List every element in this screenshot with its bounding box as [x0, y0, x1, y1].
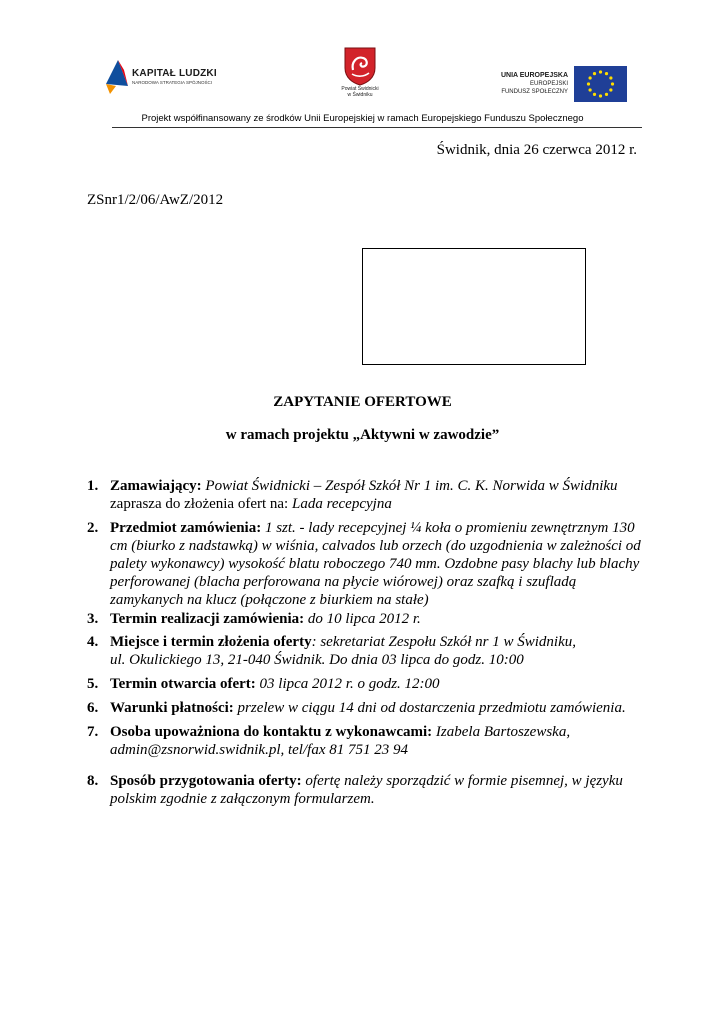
item-label: Osoba upoważniona do kontaktu z wykonawcami:: [110, 724, 433, 740]
list-item-3: [87, 610, 647, 628]
crest-caption-line1: Powiat Świdnicki: [341, 86, 379, 92]
item-label: Warunki płatności:: [110, 700, 234, 716]
place-and-date: Świdnik, dnia 26 czerwca 2012 r.: [436, 142, 637, 158]
eu-star-icon: [599, 70, 602, 73]
document-subtitle: w ramach projektu „Aktywni w zawodzie”: [225, 427, 500, 443]
header-caption: Projekt współfinansowany ze środków Unii Europejskiej w ramach Europejskiego Funduszu Społecznego: [141, 113, 584, 124]
item-number: 6.: [87, 700, 99, 716]
list-item-6: [87, 699, 647, 717]
list-item-8: [87, 772, 647, 808]
item-value: 03 lipca 2012 r. o godz. 12:00: [259, 676, 440, 692]
eu-label-line1: UNIA EUROPEJSKA: [500, 72, 568, 79]
eu-star-icon: [611, 82, 614, 85]
item-number: 7.: [87, 724, 99, 740]
eu-flag-icon: [574, 66, 627, 102]
item-value: przelew w ciągu 14 dni od dostarczenia przedmiotu zamówienia.: [237, 700, 626, 716]
item-value: : sekretariat Zespołu Szkół nr 1 w Świdniku,: [311, 634, 577, 650]
list-item-5: [87, 675, 647, 693]
eu-label-line3: FUNDUSZ SPOŁECZNY: [501, 89, 568, 95]
header-divider: [112, 127, 642, 128]
eu-star-icon: [589, 88, 592, 91]
item-value: do 10 lipca 2012 r.: [307, 611, 421, 627]
item-value: Powiat Świdnicki – Zespół Szkół Nr 1 im. C. K. Norwida w Świdniku: [205, 478, 618, 494]
kapital-ludzki-title: KAPITAŁ LUDZKI: [132, 68, 217, 79]
eu-star-icon: [593, 72, 596, 75]
item-line2: cm (biurko z nadstawką) w wiśnia, calvados lub orzech (do uzgodnienia w zależności od: [110, 538, 641, 554]
item-label: Sposób przygotowania oferty:: [110, 773, 302, 789]
list-item-7: [87, 723, 647, 759]
list-item-4: [87, 633, 647, 669]
item-label: Przedmiot zamówienia:: [110, 520, 262, 536]
item-line2: admin@zsnorwid.swidnik.pl, tel/fax 81 751 23 94: [110, 742, 408, 758]
powiat-crest-icon: [343, 46, 377, 86]
eu-star-icon: [599, 94, 602, 97]
crest-caption-line2: w Świdniku: [347, 92, 373, 98]
item-label: Zamawiający:: [110, 478, 202, 494]
list-item-1: [87, 477, 647, 513]
eu-star-icon: [593, 93, 596, 96]
item-number: 2.: [87, 520, 99, 536]
item-line1: 1 szt. - lady recepcyjnej ¼ koła o promieniu zewnętrznym 130: [264, 520, 635, 536]
eu-label-line2: EUROPEJSKI: [529, 81, 568, 87]
eu-star-icon: [609, 76, 612, 79]
eu-star-icon: [605, 72, 608, 75]
list-item-2: [87, 519, 647, 609]
item-number: 5.: [87, 676, 99, 692]
item-value: ofertę należy sporządzić w formie pisemnej, w języku: [305, 773, 623, 789]
item-extra-text: zaprasza do złożenia ofert na:: [110, 496, 289, 512]
item-label: Termin realizacji zamówienia:: [110, 611, 305, 627]
eu-star-icon: [609, 88, 612, 91]
reference-number: ZSnr1/2/06/AwZ/2012: [87, 192, 224, 208]
item-number: 4.: [87, 634, 99, 650]
item-line4: perforowanej (blacha perforowana na płycie wiórowej) oraz szafką i szufladą: [110, 574, 577, 590]
item-line5: zamykanych na klucz (połączone z biurkiem na stałe): [110, 592, 429, 608]
item-number: 3.: [87, 611, 99, 627]
item-number: 1.: [87, 478, 99, 494]
document-title: ZAPYTANIE OFERTOWE: [273, 394, 452, 410]
item-value: Izabela Bartoszewska,: [435, 724, 571, 740]
eu-star-icon: [605, 93, 608, 96]
item-extra-value: Lada recepcyjna: [291, 496, 392, 512]
eu-star-icon: [587, 82, 590, 85]
item-line2: ul. Okulickiego 13, 21-040 Świdnik. Do dnia 03 lipca do godz. 10:00: [110, 652, 524, 668]
item-label: Miejsce i termin złożenia oferty: [110, 634, 312, 650]
item-line3: palety wykonawcy) wysokość blatu roboczego 740 mm. Ozdobne pasy blachy lub blachy: [110, 556, 640, 572]
eu-star-icon: [589, 76, 592, 79]
kapital-ludzki-subtitle: NARODOWA STRATEGIA SPÓJNOŚCI: [132, 80, 213, 85]
item-line2: polskim zgodnie z załączonym formularzem.: [110, 791, 375, 807]
item-label: Termin otwarcia ofert:: [110, 676, 256, 692]
item-number: 8.: [87, 773, 99, 789]
stamp-box: [362, 248, 586, 365]
